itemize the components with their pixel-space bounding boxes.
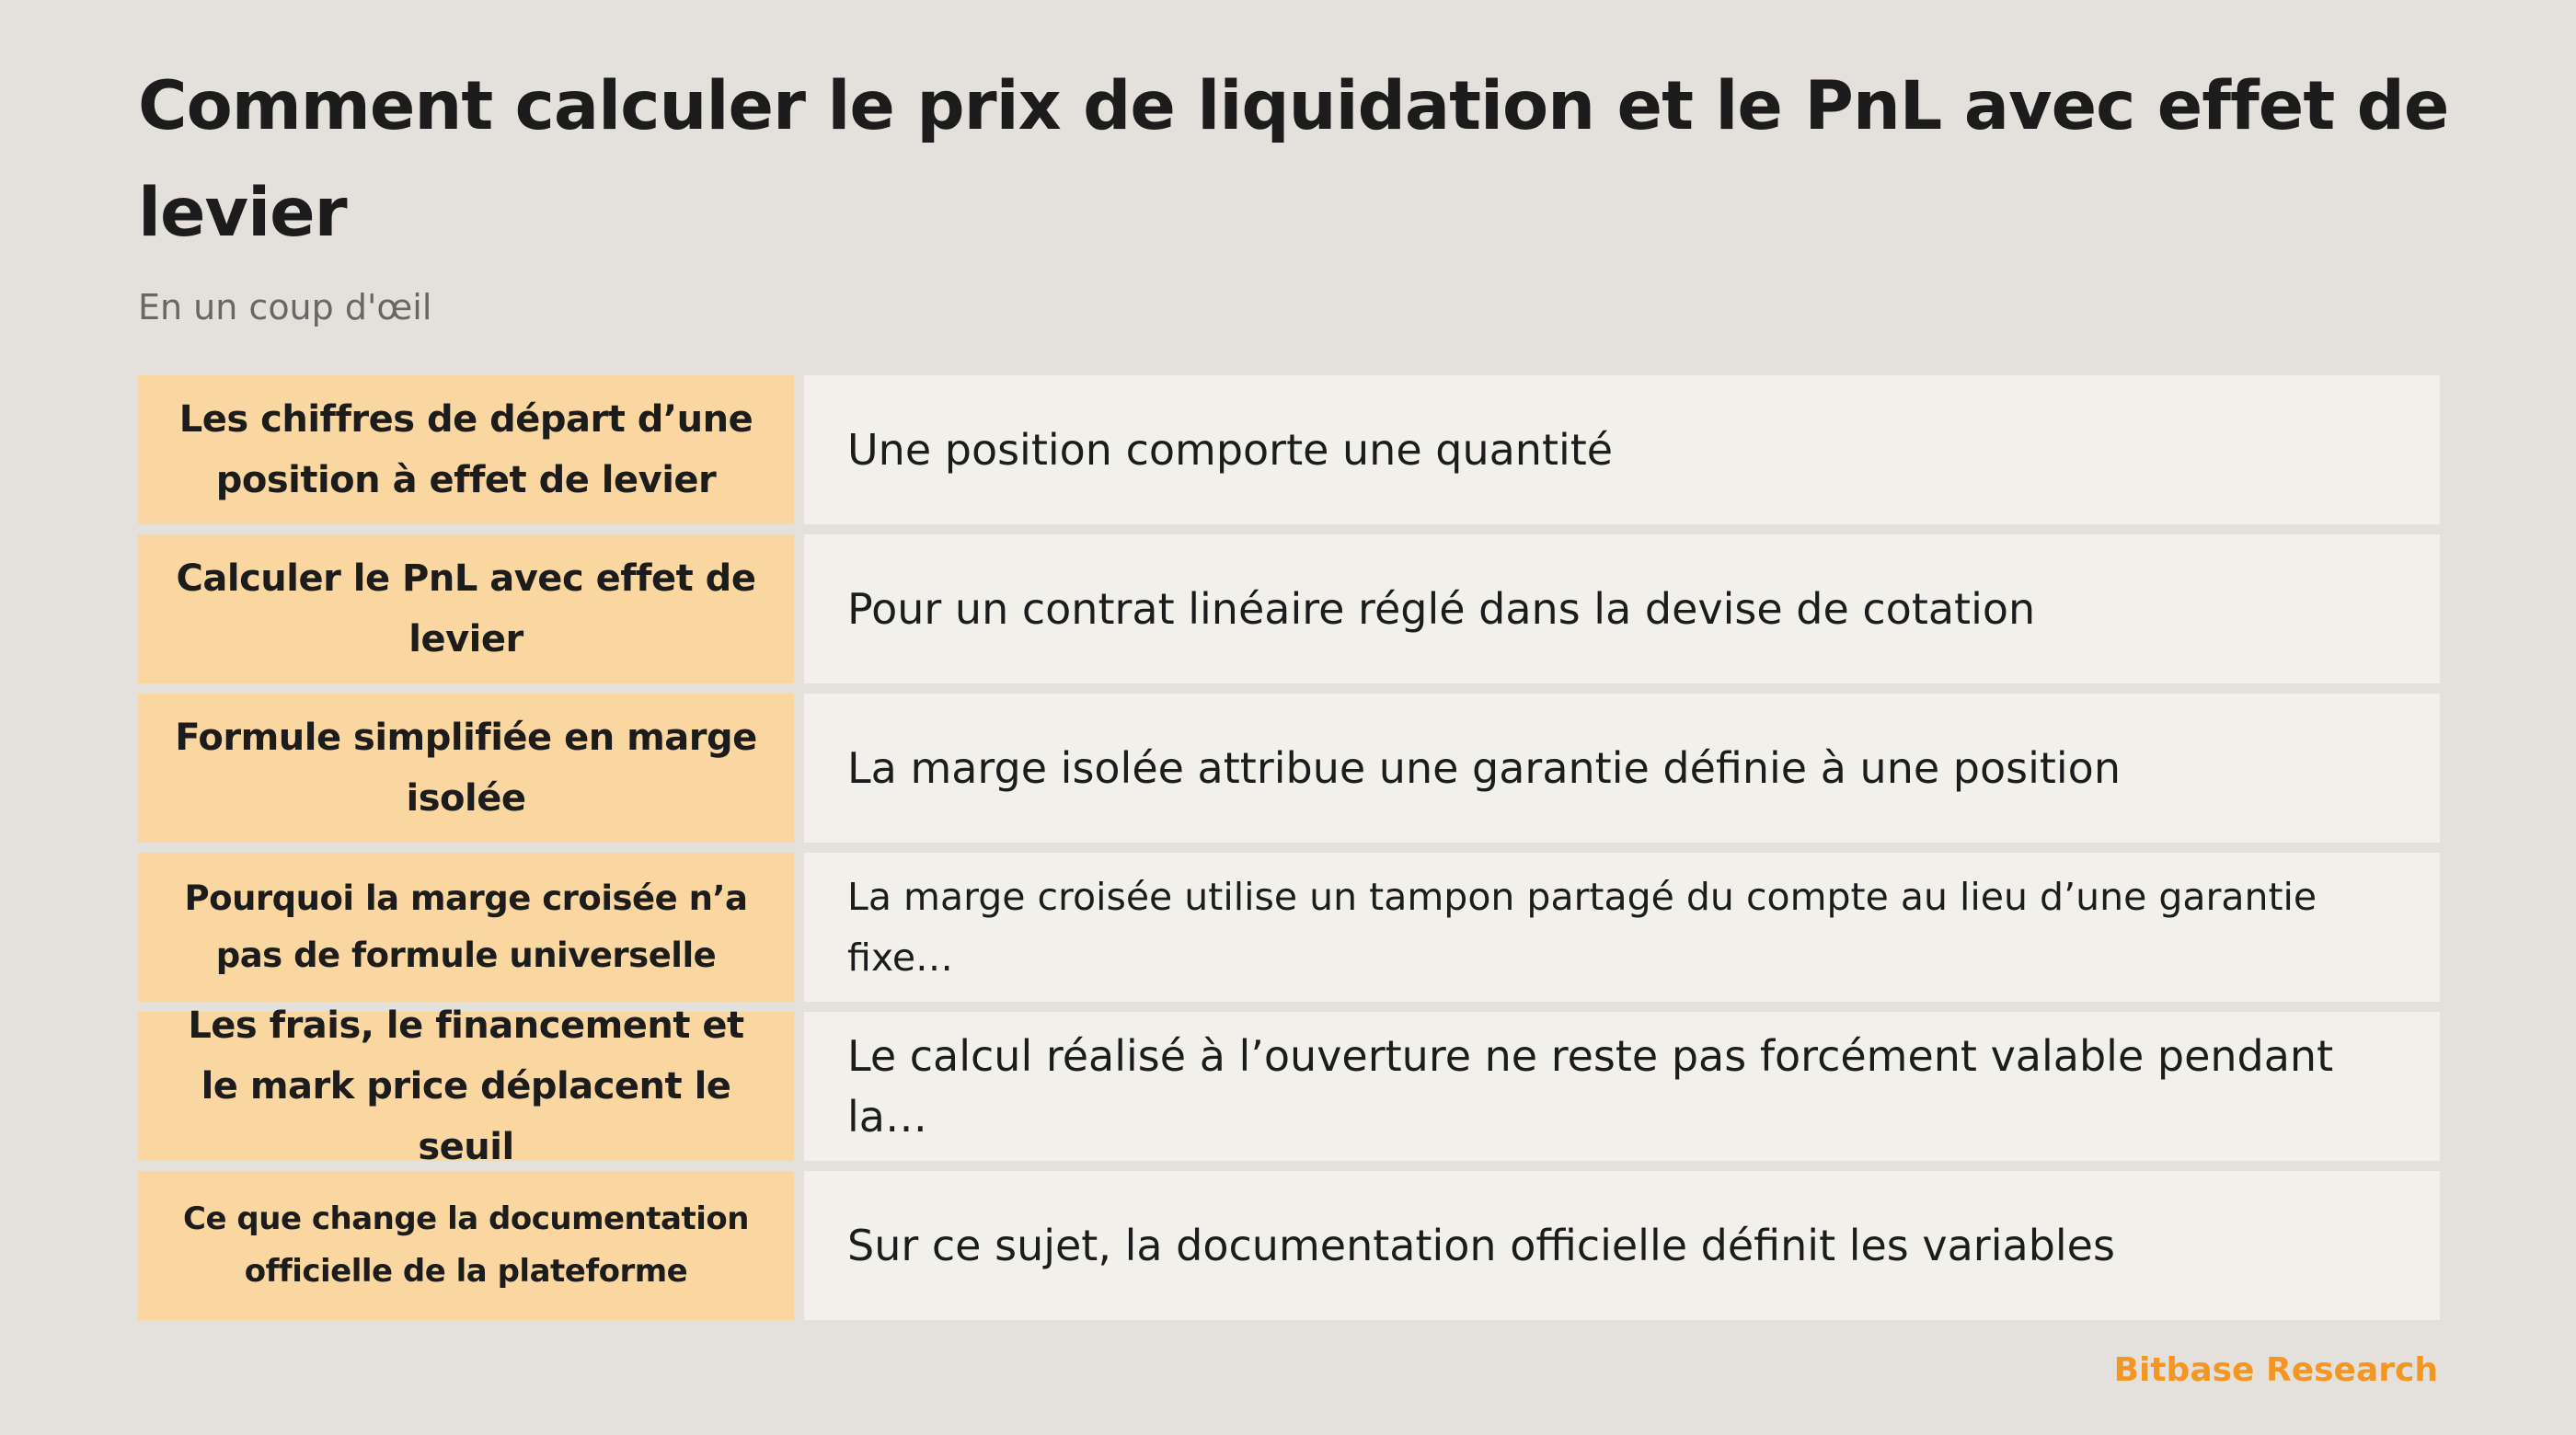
table-row <box>138 694 2440 843</box>
table-row <box>138 375 2440 524</box>
row-value: La marge isolée attribue une garantie définie à une position <box>804 694 2440 843</box>
table-row <box>138 1171 2440 1320</box>
page-title: Comment calculer le prix de liquidation et le PnL avec effet de levier <box>138 67 2449 252</box>
row-value: Le calcul réalisé à l’ouverture ne reste pas forcément valable pendant la… <box>804 1012 2440 1161</box>
row-value: Sur ce sujet, la documentation officielle définit les variables <box>804 1171 2440 1320</box>
page-subtitle: En un coup d'œil <box>138 287 432 327</box>
row-label: Pourquoi la marge croisée n’a pas de formule universelle <box>138 853 794 1002</box>
row-label: Les chiffres de départ d’une position à effet de levier <box>138 375 794 524</box>
table-row <box>138 1004 2440 1168</box>
summary-table <box>138 375 2440 1320</box>
row-label: Ce que change la documentation officielle de la plateforme <box>138 1171 794 1320</box>
row-value: Une position comporte une quantité <box>804 375 2440 524</box>
table-row <box>138 853 2440 1002</box>
row-value: La marge croisée utilise un tampon partagé du compte au lieu d’une garantie fixe… <box>804 853 2440 1002</box>
row-label: Formule simplifiée en marge isolée <box>138 694 794 843</box>
row-label: Calculer le PnL avec effet de levier <box>138 534 794 683</box>
row-value: Pour un contrat linéaire réglé dans la devise de cotation <box>804 534 2440 683</box>
brand-name: Bitbase Research <box>2113 1351 2438 1389</box>
row-label: Les frais, le financement et le mark price déplacent le seuil <box>138 1012 794 1161</box>
table-row <box>138 534 2440 683</box>
